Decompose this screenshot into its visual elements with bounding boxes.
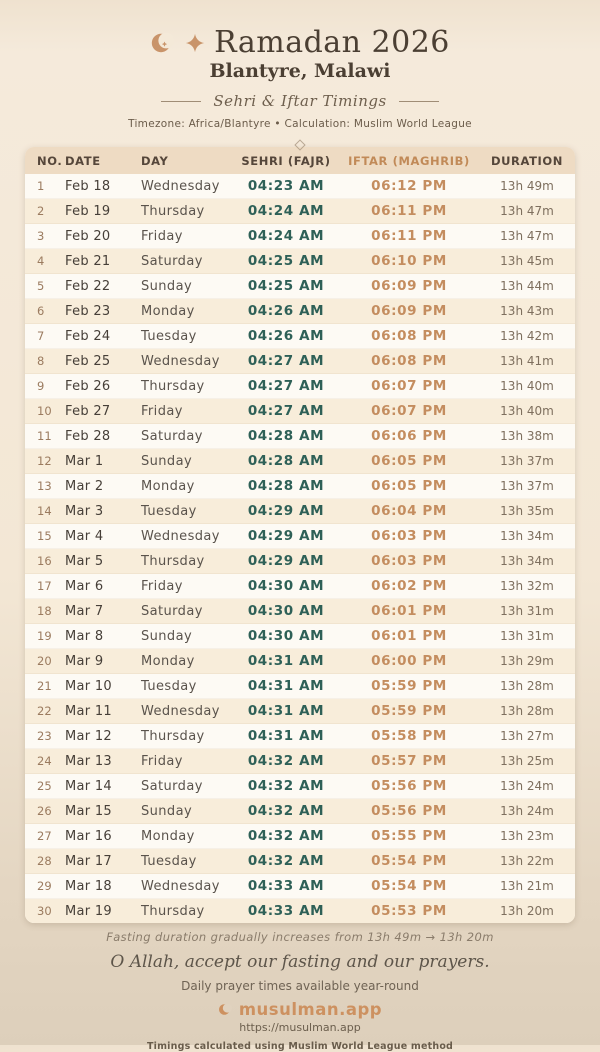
row-duration: 13h 22m	[479, 849, 575, 874]
row-day: Saturday	[141, 424, 233, 449]
row-sehri-time: 04:30 AM	[233, 599, 339, 624]
row-iftar-time: 06:01 PM	[339, 599, 479, 624]
row-duration: 13h 40m	[479, 399, 575, 424]
row-duration: 13h 29m	[479, 649, 575, 674]
row-day: Friday	[141, 574, 233, 599]
row-duration: 13h 31m	[479, 624, 575, 649]
row-duration: 13h 37m	[479, 474, 575, 499]
row-number: 20	[25, 649, 65, 674]
row-date: Mar 13	[65, 749, 141, 774]
row-number: 23	[25, 724, 65, 749]
row-sehri-time: 04:30 AM	[233, 574, 339, 599]
row-iftar-time: 06:05 PM	[339, 474, 479, 499]
right-rule	[399, 101, 439, 102]
row-day: Thursday	[141, 549, 233, 574]
row-iftar-time: 05:56 PM	[339, 799, 479, 824]
row-date: Mar 9	[65, 649, 141, 674]
row-sehri-time: 04:29 AM	[233, 499, 339, 524]
row-day: Friday	[141, 224, 233, 249]
row-day: Wednesday	[141, 874, 233, 899]
row-sehri-time: 04:29 AM	[233, 524, 339, 549]
row-date: Mar 12	[65, 724, 141, 749]
row-iftar-time: 06:02 PM	[339, 574, 479, 599]
row-sehri-time: 04:24 AM	[233, 224, 339, 249]
column-header-sehri: SEHRI (FAJR)	[233, 147, 339, 174]
row-sehri-time: 04:31 AM	[233, 649, 339, 674]
row-number: 22	[25, 699, 65, 724]
prayer-times-table	[25, 147, 575, 923]
table-row	[25, 499, 575, 524]
row-number: 26	[25, 799, 65, 824]
row-iftar-time: 06:03 PM	[339, 524, 479, 549]
row-day: Tuesday	[141, 849, 233, 874]
column-header-iftar: IFTAR (MAGHRIB)	[339, 147, 479, 174]
row-number: 2	[25, 199, 65, 224]
row-day: Sunday	[141, 624, 233, 649]
subtitle: Sehri & Iftar Timings	[213, 92, 387, 110]
row-iftar-time: 06:05 PM	[339, 449, 479, 474]
crescent-moon-icon	[150, 30, 176, 56]
row-date: Feb 20	[65, 224, 141, 249]
row-date: Feb 26	[65, 374, 141, 399]
row-duration: 13h 28m	[479, 674, 575, 699]
row-day: Friday	[141, 749, 233, 774]
row-number: 24	[25, 749, 65, 774]
row-duration: 13h 47m	[479, 199, 575, 224]
row-sehri-time: 04:32 AM	[233, 749, 339, 774]
column-header-duration: DURATION	[479, 147, 575, 174]
row-number: 30	[37, 904, 52, 918]
row-duration: 13h 40m	[479, 374, 575, 399]
table-row	[25, 199, 575, 224]
row-sehri-time: 04:26 AM	[233, 299, 339, 324]
row-date: Feb 22	[65, 274, 141, 299]
row-sehri-time: 04:33 AM	[247, 903, 325, 919]
row-number: 4	[25, 249, 65, 274]
row-duration: 13h 34m	[479, 524, 575, 549]
table-row	[25, 424, 575, 449]
crescent-moon-icon	[218, 1002, 233, 1017]
row-number: 8	[25, 349, 65, 374]
row-iftar-time: 05:53 PM	[371, 903, 447, 919]
row-date: Mar 10	[65, 674, 141, 699]
row-number: 13	[25, 474, 65, 499]
table-row	[25, 599, 575, 624]
row-date: Mar 3	[65, 499, 141, 524]
row-number: 25	[25, 774, 65, 799]
row-day: Monday	[141, 649, 233, 674]
row-sehri-time: 04:31 AM	[233, 724, 339, 749]
row-day: Friday	[141, 399, 233, 424]
row-iftar-time: 06:09 PM	[339, 274, 479, 299]
row-date: Mar 1	[65, 449, 141, 474]
row-number: 12	[25, 449, 65, 474]
row-number: 7	[25, 324, 65, 349]
row-sehri-time: 04:28 AM	[233, 424, 339, 449]
row-iftar-time: 05:55 PM	[339, 824, 479, 849]
fasting-duration-note: Fasting duration gradually increases from 13h 49m → 13h 20m	[106, 930, 494, 944]
row-sehri-time: 04:31 AM	[233, 699, 339, 724]
row-iftar-time: 06:08 PM	[339, 349, 479, 374]
row-date: Mar 4	[65, 524, 141, 549]
dua-text: O Allah, accept our fasting and our prayers.	[110, 952, 490, 972]
timetable-body	[25, 174, 575, 923]
row-duration: 13h 37m	[479, 449, 575, 474]
column-header-no: NO.	[25, 147, 65, 174]
row-date: Mar 6	[65, 574, 141, 599]
row-day: Sunday	[141, 274, 233, 299]
row-day: Monday	[141, 824, 233, 849]
row-day: Monday	[141, 474, 233, 499]
row-number: 3	[25, 224, 65, 249]
row-date: Feb 18	[65, 174, 141, 199]
row-sehri-time: 04:28 AM	[233, 449, 339, 474]
table-row	[25, 749, 575, 774]
column-header-day: DAY	[141, 147, 233, 174]
row-date: Mar 18	[65, 874, 141, 899]
row-date: Mar 16	[65, 824, 141, 849]
row-number: 5	[25, 274, 65, 299]
row-date: Mar 19	[65, 903, 113, 919]
table-row	[25, 174, 575, 199]
left-rule	[161, 101, 201, 102]
row-day: Sunday	[141, 449, 233, 474]
timezone-calculation-meta: Timezone: Africa/Blantyre • Calculation: Muslim World League	[128, 118, 472, 130]
table-row	[25, 374, 575, 399]
row-day: Thursday	[141, 903, 205, 919]
row-number: 18	[25, 599, 65, 624]
row-iftar-time: 05:59 PM	[339, 699, 479, 724]
row-iftar-time: 06:08 PM	[339, 324, 479, 349]
table-row	[25, 449, 575, 474]
row-duration: 13h 49m	[479, 174, 575, 199]
row-day: Thursday	[141, 199, 233, 224]
row-number: 11	[25, 424, 65, 449]
row-sehri-time: 04:27 AM	[233, 349, 339, 374]
row-date: Feb 25	[65, 349, 141, 374]
brand-link[interactable]	[0, 1000, 600, 1019]
row-day: Wednesday	[141, 174, 233, 199]
row-date: Feb 19	[65, 199, 141, 224]
row-day: Saturday	[141, 774, 233, 799]
table-row	[25, 724, 575, 749]
four-point-star-icon	[185, 33, 205, 53]
row-date: Mar 2	[65, 474, 141, 499]
row-iftar-time: 06:03 PM	[339, 549, 479, 574]
brand-name: musulman.app	[238, 1000, 383, 1019]
row-day: Saturday	[141, 249, 233, 274]
table-row	[25, 299, 575, 324]
row-duration: 13h 27m	[479, 724, 575, 749]
row-sehri-time: 04:27 AM	[233, 399, 339, 424]
row-iftar-time: 06:11 PM	[339, 199, 479, 224]
row-date: Mar 11	[65, 699, 141, 724]
row-number: 10	[25, 399, 65, 424]
table-row	[25, 324, 575, 349]
row-sehri-time: 04:32 AM	[233, 824, 339, 849]
row-number: 28	[25, 849, 65, 874]
row-day: Wednesday	[141, 349, 233, 374]
table-row	[25, 649, 575, 674]
table-row	[25, 699, 575, 724]
row-day: Tuesday	[141, 324, 233, 349]
row-iftar-time: 06:04 PM	[339, 499, 479, 524]
row-sehri-time: 04:29 AM	[233, 549, 339, 574]
row-duration: 13h 21m	[479, 874, 575, 899]
page-footer	[0, 923, 600, 1052]
table-row	[25, 524, 575, 549]
page-header	[0, 0, 600, 147]
row-date: Feb 21	[65, 249, 141, 274]
row-day: Wednesday	[141, 699, 233, 724]
row-iftar-time: 06:12 PM	[339, 174, 479, 199]
row-day: Saturday	[141, 599, 233, 624]
row-day: Tuesday	[141, 499, 233, 524]
timetable-card	[25, 147, 575, 923]
row-date: Feb 23	[65, 299, 141, 324]
row-iftar-time: 05:54 PM	[339, 849, 479, 874]
row-sehri-time: 04:26 AM	[233, 324, 339, 349]
row-sehri-time: 04:32 AM	[233, 774, 339, 799]
table-row	[25, 874, 575, 899]
row-sehri-time: 04:27 AM	[233, 374, 339, 399]
table-row	[25, 774, 575, 799]
row-sehri-time: 04:24 AM	[233, 199, 339, 224]
row-day: Monday	[141, 299, 233, 324]
row-iftar-time: 05:57 PM	[339, 749, 479, 774]
row-iftar-time: 06:00 PM	[339, 649, 479, 674]
row-number: 29	[25, 874, 65, 899]
row-number: 1	[25, 174, 65, 199]
row-duration: 13h 32m	[479, 574, 575, 599]
row-day: Wednesday	[141, 524, 233, 549]
row-duration: 13h 43m	[479, 299, 575, 324]
row-number: 15	[25, 524, 65, 549]
row-day: Thursday	[141, 724, 233, 749]
row-duration: 13h 31m	[479, 599, 575, 624]
row-sehri-time: 04:31 AM	[233, 674, 339, 699]
row-duration: 13h 28m	[479, 699, 575, 724]
location-title: Blantyre, Malawi	[209, 60, 391, 82]
table-row	[25, 624, 575, 649]
row-number: 9	[25, 374, 65, 399]
column-header-date: DATE	[65, 147, 141, 174]
table-row	[25, 899, 575, 924]
row-day: Tuesday	[141, 674, 233, 699]
row-iftar-time: 06:06 PM	[339, 424, 479, 449]
subtitle-row	[0, 92, 600, 110]
row-date: Feb 28	[65, 424, 141, 449]
row-duration: 13h 25m	[479, 749, 575, 774]
row-duration: 13h 20m	[500, 904, 554, 918]
row-iftar-time: 06:10 PM	[339, 249, 479, 274]
table-row	[25, 849, 575, 874]
table-row	[25, 399, 575, 424]
row-iftar-time: 05:59 PM	[339, 674, 479, 699]
row-number: 19	[25, 624, 65, 649]
row-date: Mar 17	[65, 849, 141, 874]
row-iftar-time: 06:07 PM	[339, 399, 479, 424]
row-iftar-time: 06:11 PM	[339, 224, 479, 249]
row-duration: 13h 24m	[479, 774, 575, 799]
row-date: Mar 7	[65, 599, 141, 624]
row-number: 6	[25, 299, 65, 324]
table-header	[25, 147, 575, 174]
row-number: 16	[25, 549, 65, 574]
brand-url[interactable]: https://musulman.app	[239, 1021, 361, 1034]
table-row	[25, 674, 575, 699]
calculation-method-note: Timings calculated using Muslim World League method	[146, 1041, 454, 1052]
row-iftar-time: 05:58 PM	[339, 724, 479, 749]
page-title: Ramadan 2026	[214, 25, 450, 60]
row-iftar-time: 06:09 PM	[339, 299, 479, 324]
row-date: Feb 24	[65, 324, 141, 349]
row-date: Mar 5	[65, 549, 141, 574]
row-iftar-time: 05:56 PM	[339, 774, 479, 799]
row-sehri-time: 04:30 AM	[233, 624, 339, 649]
row-sehri-time: 04:32 AM	[233, 849, 339, 874]
table-row	[25, 274, 575, 299]
row-number: 27	[25, 824, 65, 849]
row-duration: 13h 42m	[479, 324, 575, 349]
row-sehri-time: 04:28 AM	[233, 474, 339, 499]
table-row	[25, 549, 575, 574]
row-sehri-time: 04:32 AM	[233, 799, 339, 824]
row-number: 14	[25, 499, 65, 524]
row-duration: 13h 34m	[479, 549, 575, 574]
row-date: Mar 8	[65, 624, 141, 649]
row-date: Mar 14	[65, 774, 141, 799]
row-duration: 13h 44m	[479, 274, 575, 299]
table-row	[25, 349, 575, 374]
row-sehri-time: 04:33 AM	[233, 874, 339, 899]
row-sehri-time: 04:25 AM	[233, 274, 339, 299]
row-duration: 13h 41m	[479, 349, 575, 374]
tagline: Daily prayer times available year-round	[181, 979, 419, 993]
table-row	[25, 249, 575, 274]
table-row	[25, 799, 575, 824]
row-duration: 13h 24m	[479, 799, 575, 824]
row-duration: 13h 45m	[479, 249, 575, 274]
row-duration: 13h 23m	[479, 824, 575, 849]
row-number: 21	[25, 674, 65, 699]
row-day: Sunday	[141, 799, 233, 824]
row-date: Mar 15	[65, 799, 141, 824]
row-duration: 13h 47m	[479, 224, 575, 249]
row-duration: 13h 38m	[479, 424, 575, 449]
row-sehri-time: 04:25 AM	[233, 249, 339, 274]
row-iftar-time: 05:54 PM	[339, 874, 479, 899]
table-row	[25, 224, 575, 249]
row-day: Thursday	[141, 374, 233, 399]
row-iftar-time: 06:01 PM	[339, 624, 479, 649]
row-date: Feb 27	[65, 399, 141, 424]
title-row	[0, 25, 600, 61]
table-row	[25, 574, 575, 599]
table-row	[25, 824, 575, 849]
row-iftar-time: 06:07 PM	[339, 374, 479, 399]
table-row	[25, 474, 575, 499]
row-sehri-time: 04:23 AM	[233, 174, 339, 199]
row-number: 17	[25, 574, 65, 599]
row-duration: 13h 35m	[479, 499, 575, 524]
